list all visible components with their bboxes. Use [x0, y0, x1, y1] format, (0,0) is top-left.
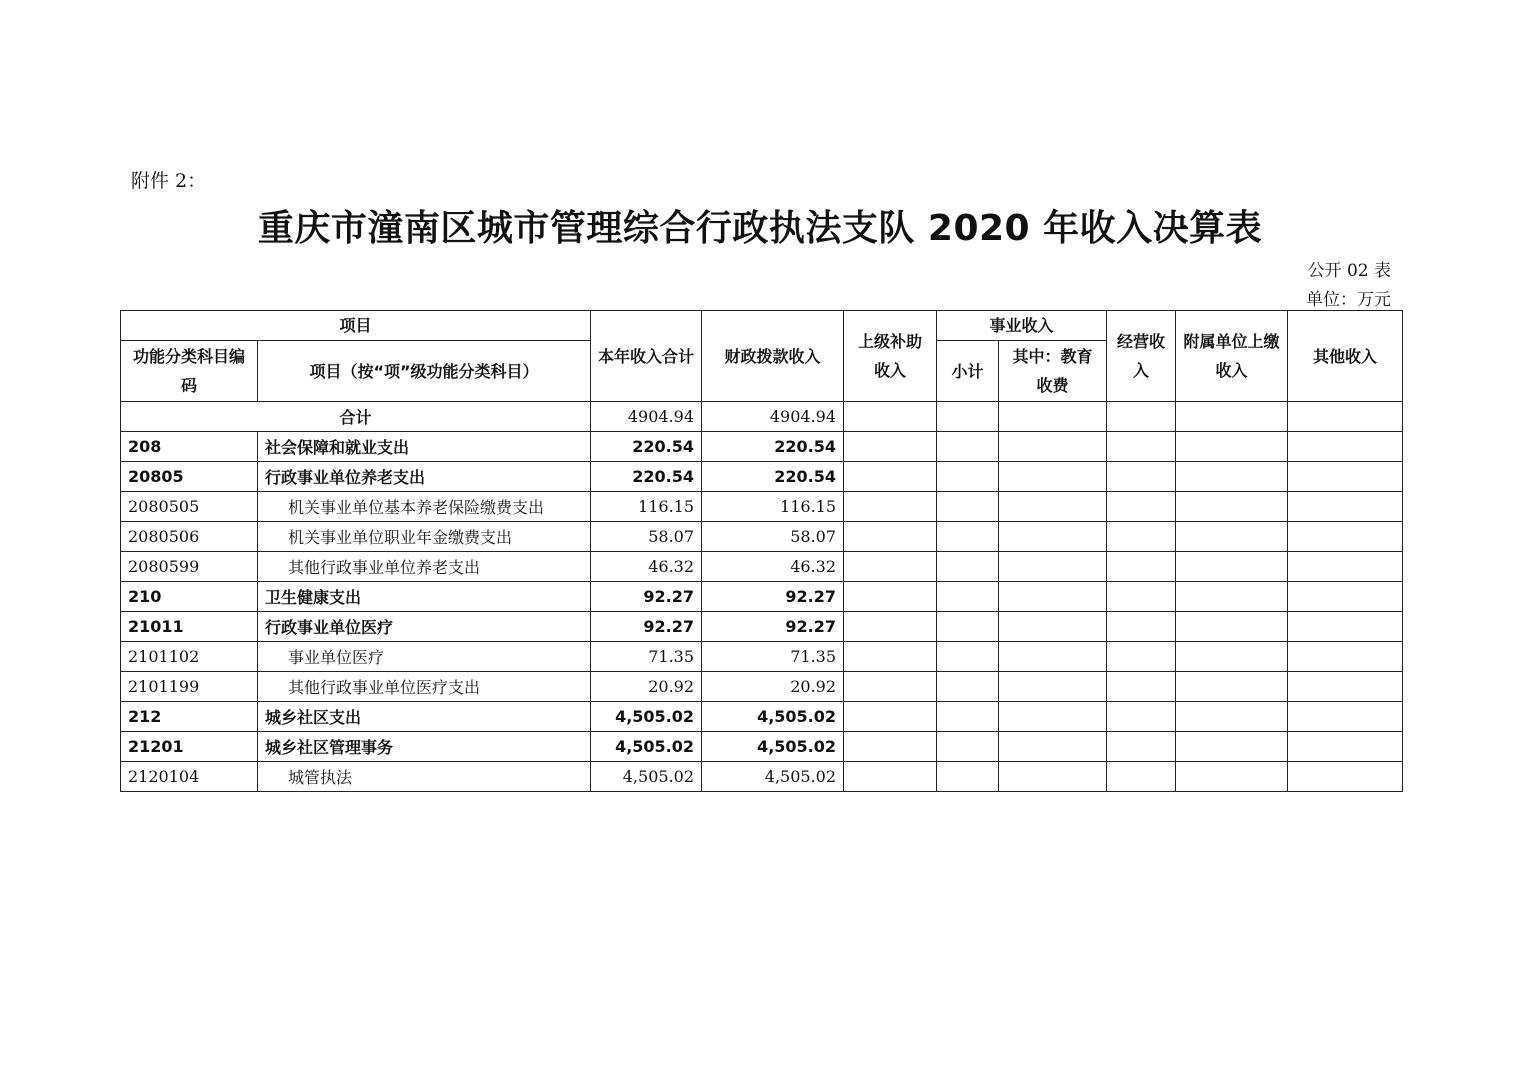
empty-cell	[1176, 582, 1288, 612]
total-label: 合计	[121, 402, 591, 432]
empty-cell	[844, 762, 937, 792]
empty-cell	[1107, 522, 1176, 552]
empty-cell	[1107, 492, 1176, 522]
func-code-cell: 21011	[121, 612, 258, 642]
func-code-cell: 2080505	[121, 492, 258, 522]
empty-cell	[1288, 642, 1403, 672]
empty-cell	[844, 612, 937, 642]
total-row	[121, 402, 1403, 432]
header-subtotal: 小计	[937, 341, 999, 402]
empty-cell	[1107, 552, 1176, 582]
empty-cell	[937, 402, 999, 432]
table-row	[121, 432, 1403, 462]
empty-cell	[1176, 672, 1288, 702]
empty-cell	[1288, 702, 1403, 732]
func-code-cell: 208	[121, 432, 258, 462]
func-code-cell: 21201	[121, 732, 258, 762]
empty-cell	[1176, 642, 1288, 672]
empty-cell	[1107, 672, 1176, 702]
empty-cell	[1107, 582, 1176, 612]
item-name-cell: 行政事业单位养老支出	[258, 462, 591, 492]
func-code-cell: 2101199	[121, 672, 258, 702]
empty-cell	[1176, 612, 1288, 642]
header-project: 项目	[121, 311, 591, 341]
header-fiscal: 财政拨款收入	[702, 311, 844, 402]
fiscal-cell: 4,505.02	[702, 762, 844, 792]
empty-cell	[1107, 732, 1176, 762]
total-income-cell: 46.32	[591, 552, 702, 582]
empty-cell	[844, 432, 937, 462]
empty-cell	[999, 432, 1107, 462]
fiscal-cell: 220.54	[702, 462, 844, 492]
total-income-cell: 20.92	[591, 672, 702, 702]
empty-cell	[937, 732, 999, 762]
item-name-cell: 城乡社区管理事务	[258, 732, 591, 762]
empty-cell	[1107, 432, 1176, 462]
empty-cell	[999, 552, 1107, 582]
func-code-cell: 212	[121, 702, 258, 732]
empty-cell	[844, 402, 937, 432]
fiscal-cell: 58.07	[702, 522, 844, 552]
fiscal-cell: 4,505.02	[702, 732, 844, 762]
empty-cell	[1107, 462, 1176, 492]
empty-cell	[844, 702, 937, 732]
empty-cell	[937, 522, 999, 552]
table-row	[121, 642, 1403, 672]
func-code-cell: 2120104	[121, 762, 258, 792]
item-name-cell: 城管执法	[258, 762, 591, 792]
empty-cell	[937, 612, 999, 642]
empty-cell	[999, 762, 1107, 792]
table-code: 公开 02 表	[1307, 261, 1391, 281]
empty-cell	[844, 552, 937, 582]
header-operating: 经营收入	[1107, 311, 1176, 402]
empty-cell	[999, 462, 1107, 492]
total-income-cell: 71.35	[591, 642, 702, 672]
fiscal-cell: 92.27	[702, 612, 844, 642]
fiscal-cell: 220.54	[702, 432, 844, 462]
total-income-cell: 4904.94	[591, 402, 702, 432]
empty-cell	[1176, 462, 1288, 492]
table-row	[121, 702, 1403, 732]
fiscal-cell: 92.27	[702, 582, 844, 612]
total-income-cell: 92.27	[591, 612, 702, 642]
empty-cell	[1107, 642, 1176, 672]
empty-cell	[999, 522, 1107, 552]
empty-cell	[1288, 612, 1403, 642]
empty-cell	[999, 732, 1107, 762]
table-body	[121, 402, 1403, 792]
empty-cell	[1288, 492, 1403, 522]
table-row	[121, 492, 1403, 522]
header-func-code: 功能分类科目编码	[121, 341, 258, 402]
item-name-cell: 行政事业单位医疗	[258, 612, 591, 642]
item-name-cell: 事业单位医疗	[258, 642, 591, 672]
empty-cell	[1288, 432, 1403, 462]
empty-cell	[1107, 612, 1176, 642]
total-fiscal-cell: 4904.94	[702, 402, 844, 432]
empty-cell	[999, 582, 1107, 612]
empty-cell	[937, 762, 999, 792]
empty-cell	[1176, 402, 1288, 432]
unit-label: 单位：万元	[1306, 290, 1391, 310]
empty-cell	[1288, 762, 1403, 792]
empty-cell	[1288, 672, 1403, 702]
total-income-cell: 116.15	[591, 492, 702, 522]
total-income-cell: 4,505.02	[591, 702, 702, 732]
empty-cell	[937, 642, 999, 672]
total-income-cell: 220.54	[591, 462, 702, 492]
empty-cell	[1288, 402, 1403, 432]
fiscal-cell: 116.15	[702, 492, 844, 522]
empty-cell	[999, 492, 1107, 522]
empty-cell	[937, 552, 999, 582]
empty-cell	[999, 612, 1107, 642]
total-income-cell: 4,505.02	[591, 762, 702, 792]
empty-cell	[1288, 582, 1403, 612]
func-code-cell: 2080599	[121, 552, 258, 582]
empty-cell	[1176, 762, 1288, 792]
empty-cell	[844, 642, 937, 672]
empty-cell	[844, 732, 937, 762]
total-income-cell: 92.27	[591, 582, 702, 612]
table-row	[121, 462, 1403, 492]
total-income-cell: 220.54	[591, 432, 702, 462]
empty-cell	[1288, 522, 1403, 552]
empty-cell	[999, 672, 1107, 702]
empty-cell	[937, 582, 999, 612]
table-row	[121, 762, 1403, 792]
fiscal-cell: 71.35	[702, 642, 844, 672]
empty-cell	[1288, 732, 1403, 762]
func-code-cell: 2101102	[121, 642, 258, 672]
empty-cell	[844, 522, 937, 552]
empty-cell	[844, 672, 937, 702]
header-superior-subsidy: 上级补助收入	[844, 311, 937, 402]
item-name-cell: 其他行政事业单位养老支出	[258, 552, 591, 582]
empty-cell	[844, 492, 937, 522]
func-code-cell: 20805	[121, 462, 258, 492]
empty-cell	[937, 672, 999, 702]
table-row	[121, 522, 1403, 552]
header-item-name: 项目（按“项”级功能分类科目）	[258, 341, 591, 402]
empty-cell	[844, 582, 937, 612]
empty-cell	[1176, 432, 1288, 462]
item-name-cell: 城乡社区支出	[258, 702, 591, 732]
income-table	[120, 310, 1403, 792]
table-row	[121, 612, 1403, 642]
header-total-income: 本年收入合计	[591, 311, 702, 402]
empty-cell	[999, 642, 1107, 672]
item-name-cell: 机关事业单位基本养老保险缴费支出	[258, 492, 591, 522]
empty-cell	[937, 702, 999, 732]
empty-cell	[937, 462, 999, 492]
table-row	[121, 552, 1403, 582]
empty-cell	[844, 462, 937, 492]
attachment-label: 附件 2：	[131, 170, 207, 192]
table-row	[121, 582, 1403, 612]
func-code-cell: 2080506	[121, 522, 258, 552]
header-edu-fee: 其中：教育收费	[999, 341, 1107, 402]
item-name-cell: 卫生健康支出	[258, 582, 591, 612]
header-affiliated: 附属单位上缴收入	[1176, 311, 1288, 402]
empty-cell	[1176, 732, 1288, 762]
table-row	[121, 672, 1403, 702]
fiscal-cell: 4,505.02	[702, 702, 844, 732]
empty-cell	[1176, 552, 1288, 582]
empty-cell	[937, 432, 999, 462]
header-other: 其他收入	[1288, 311, 1403, 402]
empty-cell	[1107, 762, 1176, 792]
empty-cell	[1176, 522, 1288, 552]
item-name-cell: 社会保障和就业支出	[258, 432, 591, 462]
empty-cell	[1107, 402, 1176, 432]
fiscal-cell: 46.32	[702, 552, 844, 582]
empty-cell	[999, 702, 1107, 732]
item-name-cell: 其他行政事业单位医疗支出	[258, 672, 591, 702]
item-name-cell: 机关事业单位职业年金缴费支出	[258, 522, 591, 552]
empty-cell	[1288, 552, 1403, 582]
table-row	[121, 732, 1403, 762]
empty-cell	[999, 402, 1107, 432]
page-title: 重庆市潼南区城市管理综合行政执法支队 2020 年收入决算表	[257, 208, 1263, 249]
fiscal-cell: 20.92	[702, 672, 844, 702]
empty-cell	[1176, 492, 1288, 522]
total-income-cell: 58.07	[591, 522, 702, 552]
empty-cell	[1176, 702, 1288, 732]
total-income-cell: 4,505.02	[591, 732, 702, 762]
empty-cell	[937, 492, 999, 522]
empty-cell	[1107, 702, 1176, 732]
func-code-cell: 210	[121, 582, 258, 612]
empty-cell	[1288, 462, 1403, 492]
header-business-income: 事业收入	[937, 311, 1107, 341]
